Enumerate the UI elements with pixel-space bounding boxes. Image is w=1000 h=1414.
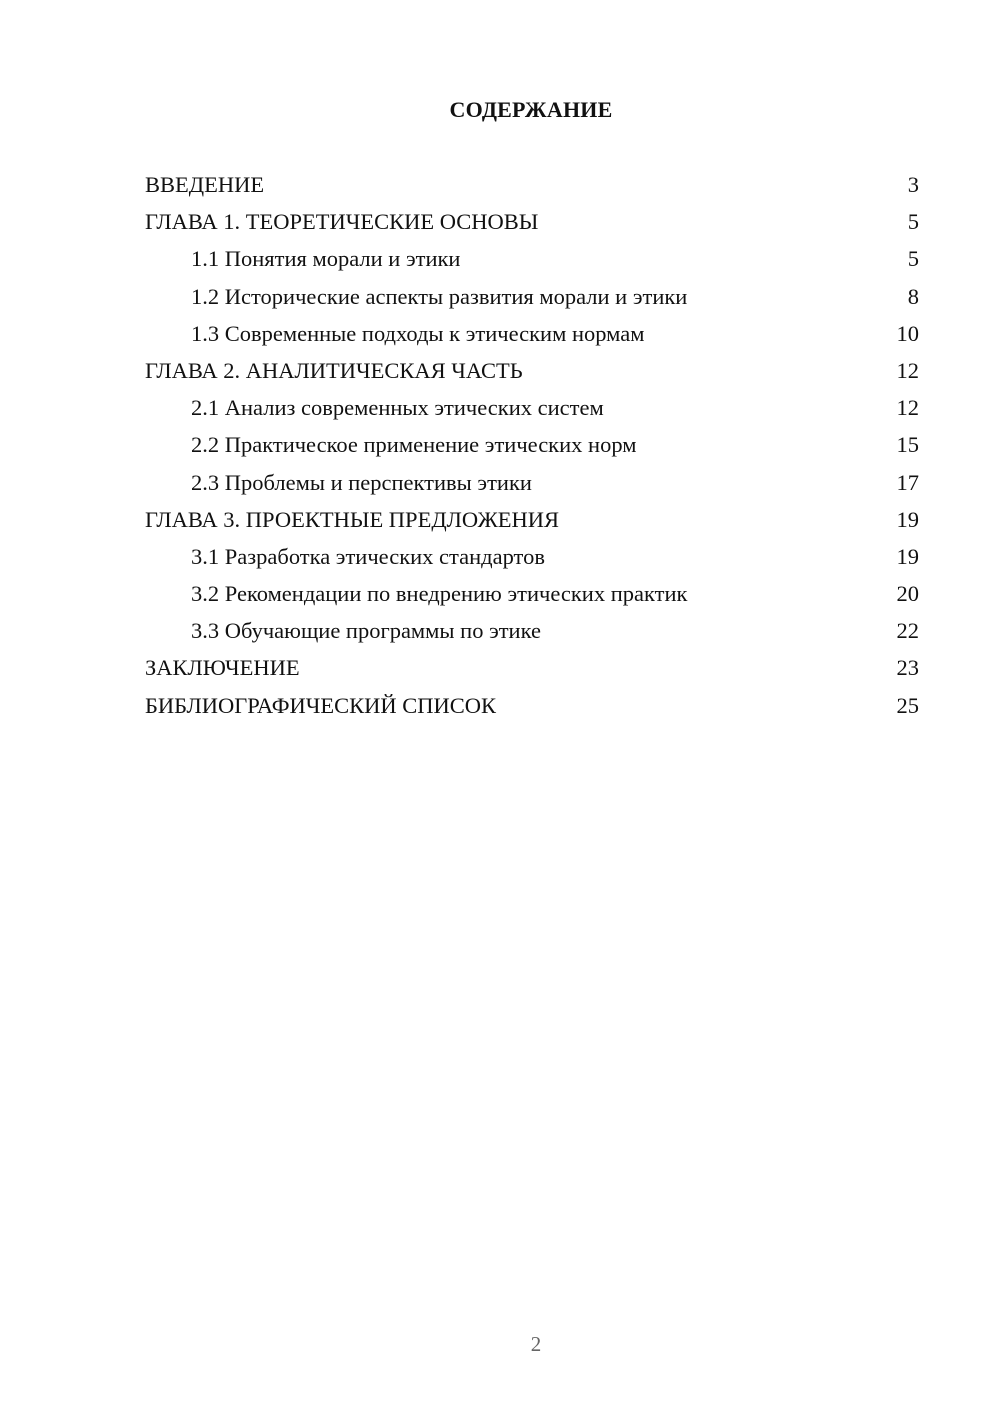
toc-entry: [145, 687, 919, 724]
toc-entry-page: 17: [896, 469, 919, 495]
toc-entry-page: 20: [896, 581, 919, 607]
toc-entry-label: ЗАКЛЮЧЕНИЕ: [145, 655, 300, 681]
toc-entry-page: 15: [896, 432, 919, 458]
toc-entry-label: 2.3 Проблемы и перспективы этики: [191, 469, 532, 495]
toc-entry: [145, 649, 919, 686]
table-of-contents: [145, 166, 919, 724]
toc-entry: [145, 278, 919, 315]
toc-entry: [145, 426, 919, 463]
toc-entry: [145, 575, 919, 612]
toc-entry-page: 12: [896, 395, 919, 421]
toc-entry: [145, 315, 919, 352]
toc-entry: [145, 612, 919, 649]
toc-entry-label: 3.2 Рекомендации по внедрению этических практик: [191, 581, 688, 607]
toc-entry-page: 22: [896, 618, 919, 644]
toc-entry-page: 3: [907, 172, 919, 197]
toc-entry-label: 2.1 Анализ современных этических систем: [191, 395, 604, 421]
toc-entry-page: 5: [907, 209, 919, 235]
toc-entry: [145, 203, 919, 240]
toc-entry: [145, 352, 919, 389]
toc-entry-label: БИБЛИОГРАФИЧЕСКИЙ СПИСОК: [145, 692, 497, 718]
toc-entry-label: 3.3 Обучающие программы по этике: [191, 618, 541, 644]
toc-entry-label: ГЛАВА 2. АНАЛИТИЧЕСКАЯ ЧАСТЬ: [145, 357, 523, 383]
toc-entry: [145, 538, 919, 575]
toc-entry-page: 12: [896, 357, 919, 383]
page-title: СОДЕРЖАНИЕ: [449, 97, 613, 122]
toc-entry-page: 5: [907, 246, 919, 272]
toc-entry-page: 19: [896, 543, 919, 569]
toc-entry-page: 8: [907, 283, 919, 309]
toc-entry: [145, 501, 919, 538]
toc-entry: [145, 464, 919, 501]
toc-entry-page: 10: [896, 320, 919, 346]
toc-entry-label: ВВЕДЕНИЕ: [145, 172, 265, 197]
toc-entry-label: 3.1 Разработка этических стандартов: [191, 543, 545, 569]
toc-entry-label: 2.2 Практическое применение этических норм: [191, 432, 637, 458]
toc-entry-page: 25: [896, 692, 919, 718]
toc-entry-page: 23: [896, 655, 919, 681]
toc-entry-page: 19: [896, 506, 919, 532]
toc-entry: [145, 389, 919, 426]
page-number: 2: [530, 1332, 542, 1356]
toc-entry: [145, 166, 919, 203]
toc-entry-label: ГЛАВА 3. ПРОЕКТНЫЕ ПРЕДЛОЖЕНИЯ: [145, 506, 560, 532]
toc-entry-label: ГЛАВА 1. ТЕОРЕТИЧЕСКИЕ ОСНОВЫ: [145, 209, 539, 235]
toc-entry-label: 1.3 Современные подходы к этическим нормам: [191, 320, 645, 346]
toc-entry-label: 1.2 Исторические аспекты развития морали и этики: [191, 283, 688, 309]
toc-entry-label: 1.1 Понятия морали и этики: [191, 246, 461, 272]
toc-entry: [145, 240, 919, 277]
